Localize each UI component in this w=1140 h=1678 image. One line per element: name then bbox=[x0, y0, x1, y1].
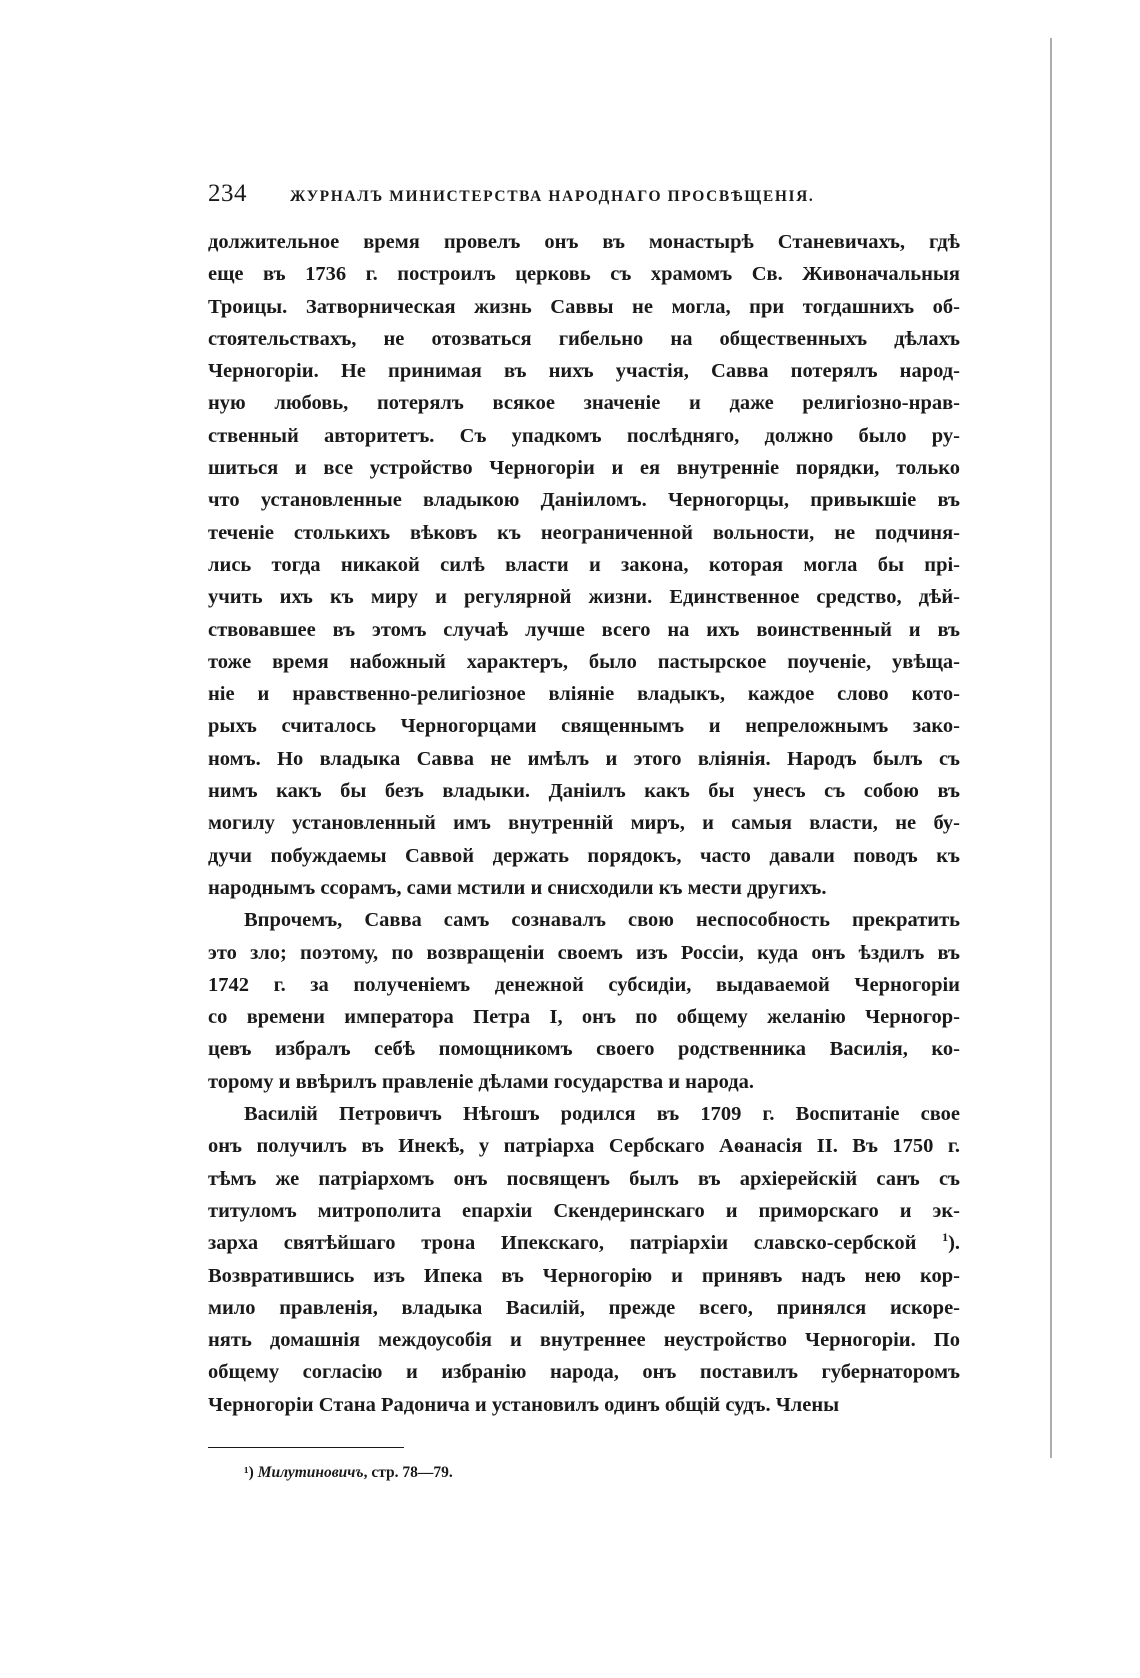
text-line: цевъ избралъ себѣ помощникомъ своего родственника Василія, ко- bbox=[208, 1038, 960, 1061]
text-line: Василій Петровичъ Нѣгошъ родился въ 1709 г. Воспитаніе свое bbox=[244, 1103, 960, 1126]
text-line: титуломъ митрополита епархіи Скендеринскаго и приморскаго и эк- bbox=[208, 1199, 960, 1222]
text-line: Черногоріи. Не принимая въ нихъ участія, Савва потерялъ народ- bbox=[208, 360, 960, 383]
footnote-marker: ¹) bbox=[244, 1463, 254, 1481]
text-line: еще въ 1736 г. построилъ церковь съ храмомъ Св. Живоначальныя bbox=[208, 263, 960, 286]
text-line: Троицы. Затворническая жизнь Саввы не могла, при тогдашнихъ об- bbox=[208, 295, 960, 318]
page bbox=[208, 180, 960, 1484]
footnote-ref-suffix: ). bbox=[948, 1232, 960, 1255]
text-line: рыхъ считалось Черногорцами священнымъ и непреложнымъ зако- bbox=[208, 715, 960, 738]
footnote-rule bbox=[208, 1447, 404, 1448]
text-line: дучи побуждаемы Саввой держать порядокъ, часто давали поводъ къ bbox=[208, 844, 960, 867]
text-line: учить ихъ къ миру и регулярной жизни. Единственное средство, дѣй- bbox=[208, 586, 960, 609]
text-line: шиться и все устройство Черногоріи и ея внутренніе порядки, только bbox=[208, 457, 960, 480]
paragraph-3 bbox=[208, 1098, 960, 1421]
body-text bbox=[208, 226, 960, 1421]
text-line: стоятельствахъ, не отозваться гибельно на общественныхъ дѣлахъ bbox=[208, 327, 960, 350]
text-line: ственный авторитетъ. Съ упадкомъ послѣдняго, должно было ру- bbox=[208, 424, 960, 447]
paragraph-1 bbox=[208, 226, 960, 904]
footnote-author: Милутиновичъ bbox=[257, 1463, 364, 1481]
footnote-reference: , стр. 78—79. bbox=[363, 1463, 453, 1481]
text-line: нимъ какъ бы безъ владыки. Даніилъ какъ бы унесъ съ собою въ bbox=[208, 780, 960, 803]
page-number: 234 bbox=[208, 180, 247, 207]
footnote-ref-marker: 1 bbox=[942, 1230, 949, 1245]
text-line: зарха святѣйшаго трона Ипекскаго, патріархіи славско-сербской $^1$). bbox=[208, 1230, 960, 1255]
text-line: со времени императора Петра I, онъ по общему желанію Черногор- bbox=[208, 1006, 960, 1029]
running-head bbox=[208, 180, 960, 220]
text-line: номъ. Но владыка Савва не имѣлъ и этого вліянія. Народъ былъ съ bbox=[208, 747, 960, 770]
text-line: тоже время набожный характеръ, было пастырское поученіе, увѣща- bbox=[208, 650, 960, 673]
text-line: Возвратившись изъ Ипека въ Черногорію и принявъ надъ нею кор- bbox=[208, 1264, 960, 1287]
text-line: это зло; поэтому, по возвращеніи своемъ изъ Россіи, куда онъ ѣздилъ въ bbox=[208, 941, 960, 964]
text-line: тѣмъ же патріархомъ онъ посвященъ былъ въ архіерейскій санъ съ bbox=[208, 1167, 960, 1190]
text-line: лись тогда никакой силѣ власти и закона, которая могла бы прі- bbox=[208, 553, 960, 576]
text-line: теченіе столькихъ вѣковъ къ неограниченной вольности, не подчиня- bbox=[208, 521, 960, 544]
text-line: ніе и нравственно-религіозное вліяніе владыкъ, каждое слово кото- bbox=[208, 683, 960, 706]
text-line: мило правленія, владыка Василій, прежде всего, принялся искоре- bbox=[208, 1296, 960, 1319]
paragraph-2 bbox=[208, 904, 960, 1098]
text-line: Впрочемъ, Савва самъ сознавалъ свою неспособность прекратить bbox=[244, 909, 960, 932]
text-line: что установленные владыкою Даніиломъ. Черногорцы, привыкшіе въ bbox=[208, 489, 960, 512]
text-line: общему согласію и избранію народа, онъ поставилъ губернаторомъ bbox=[208, 1361, 960, 1384]
text-line: ствовавшее въ этомъ случаѣ лучше всего на ихъ воинственный и въ bbox=[208, 618, 960, 641]
text-line: нять домашнія междоусобія и внутреннее неустройство Черногоріи. По bbox=[208, 1329, 960, 1352]
text-line: 1742 г. за полученіемъ денежной субсидіи, выдаваемой Черногоріи bbox=[208, 973, 960, 996]
text-line: онъ получилъ въ Инекѣ, у патріарха Сербскаго Аѳанасія II. Въ 1750 г. bbox=[208, 1135, 960, 1158]
text-line: Черногоріи Стана Радонича и установилъ одинъ общій судъ. Члены bbox=[208, 1393, 840, 1416]
footnote bbox=[208, 1462, 960, 1484]
text-line: ную любовь, потерялъ всякое значеніе и даже религіозно-нрав- bbox=[208, 392, 960, 415]
journal-title: ЖУРНАЛЪ МИНИСТЕРСТВА НАРОДНАГО ПРОСВѢЩЕНІЯ. bbox=[290, 188, 815, 205]
text-line: должительное время провелъ онъ въ монастырѣ Станевичахъ, гдѣ bbox=[208, 231, 960, 253]
text-line: торому и ввѣрилъ правленіе дѣлами государства и народа. bbox=[208, 1070, 755, 1093]
text-line: могилу установленный имъ внутренній миръ, и самыя власти, не бу- bbox=[208, 812, 960, 835]
text-line: народнымъ ссорамъ, сами мстили и снисходили къ мести другихъ. bbox=[208, 876, 827, 899]
scan-edge-line bbox=[1050, 38, 1052, 1458]
